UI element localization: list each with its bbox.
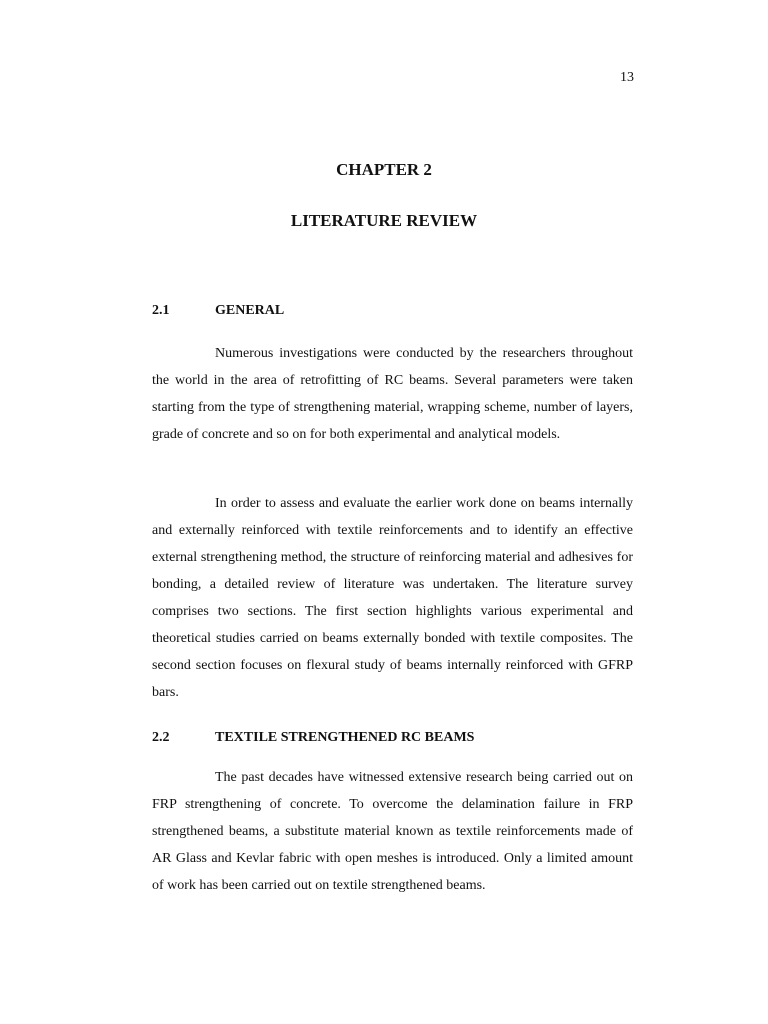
- page-number: 13: [620, 70, 634, 85]
- section-title: TEXTILE STRENGTHENED RC BEAMS: [215, 730, 475, 745]
- chapter-title: CHAPTER 2: [336, 160, 432, 179]
- paragraph-general-2: In order to assess and evaluate the earlier work done on beams internally and externally reinforced with textile reinforcements and to identify an effective external strengthening method, the structure of reinforcing material and adhesives for bonding, a detailed review of literature was undertaken. The literature survey comprises two sections. The first section highlights various experimental and theoretical studies carried on beams externally bonded with textile composites. The second section focuses on flexural study of beams internally reinforced with GFRP bars.: [152, 496, 633, 700]
- section-title: GENERAL: [215, 303, 285, 318]
- paragraph-textile-1: The past decades have witnessed extensive research being carried out on FRP strengthening of concrete. To overcome the delamination failure in FRP strengthened beams, a substitute material known as textile reinforcements made of AR Glass and Kevlar fabric with open meshes is introduced. Only a limited amount of work has been carried out on textile strengthened beams.: [152, 770, 633, 893]
- section-number: 2.2: [152, 730, 170, 745]
- paragraph-general-1: Numerous investigations were conducted by the researchers throughout the world in the area of retrofitting of RC beams. Several parameters were taken starting from the type of strengthening material, wrapping scheme, number of layers, grade of concrete and so on for both experimental and analytical models.: [152, 346, 633, 442]
- chapter-subtitle: LITERATURE REVIEW: [290, 211, 478, 230]
- section-number: 2.1: [152, 303, 170, 318]
- section-heading-2-1: [152, 303, 284, 319]
- section-heading-2-2: [152, 730, 474, 746]
